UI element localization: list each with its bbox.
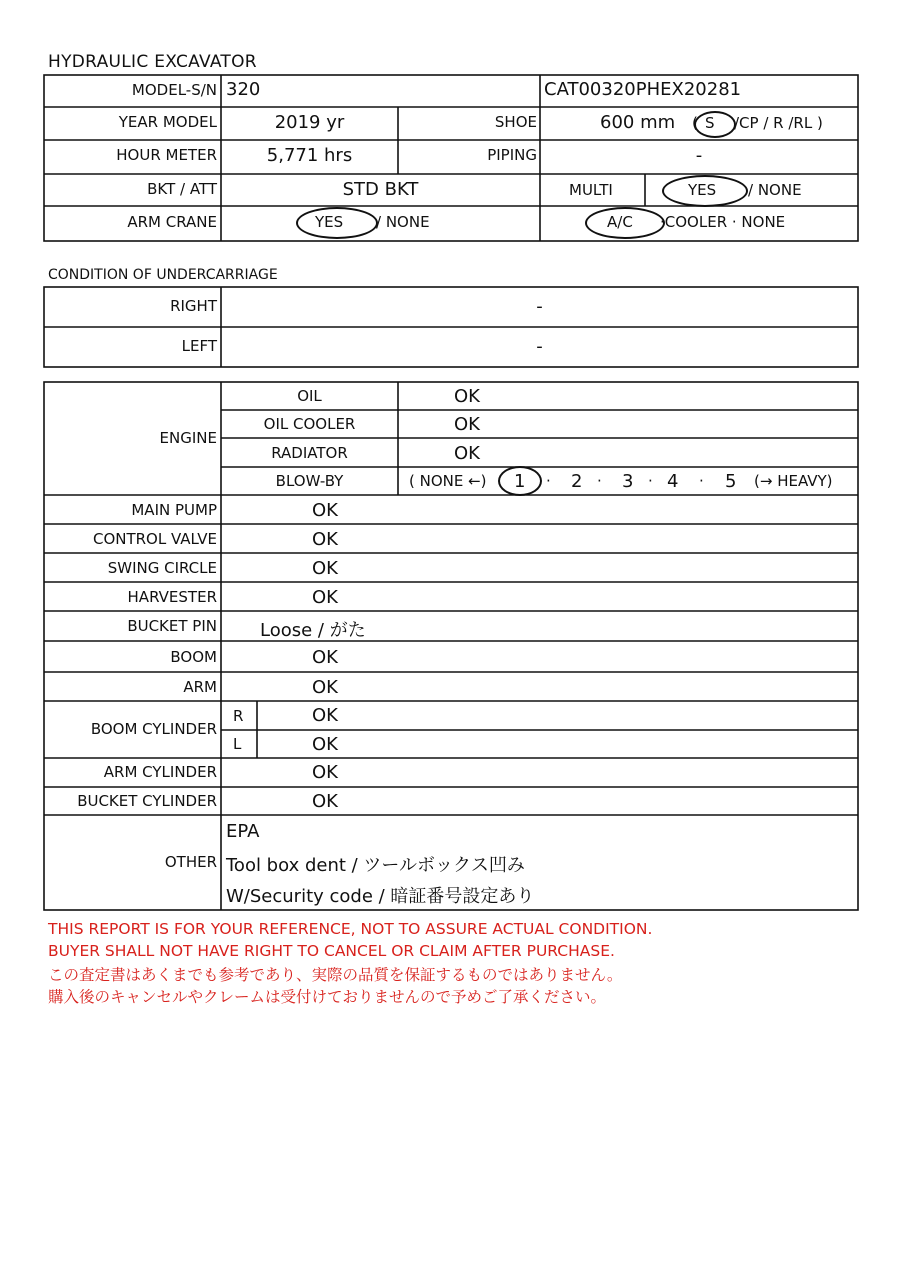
boom-value: OK <box>312 647 338 668</box>
boom-cylinder-l-value: OK <box>312 734 338 755</box>
piping-value: - <box>695 145 703 166</box>
control-valve-label: CONTROL VALVE <box>92 530 217 548</box>
year-value: 2019 yr <box>274 112 345 133</box>
disclaimer-line-1: THIS REPORT IS FOR YOUR REFERENCE, NOT TO ASSURE ACTUAL CONDITION. <box>48 920 653 938</box>
disclaimer-line-4: 購入後のキャンセルやクレームは受付けておりませんので予めご了承ください。 <box>48 988 607 1006</box>
bucket-pin-value: Loose / がた <box>260 620 366 641</box>
year-model-label: YEAR MODEL <box>118 113 217 131</box>
blow-by-label: BLOW-BY <box>275 472 344 490</box>
boom-cylinder-l-label: L <box>233 735 242 753</box>
oil-value: OK <box>454 386 480 407</box>
shoe-selected-circle <box>694 111 736 138</box>
serial-number: CAT00320PHEX20281 <box>544 79 742 100</box>
document-title: HYDRAULIC EXCAVATOR <box>48 52 257 72</box>
multi-yes: YES <box>688 181 717 199</box>
boom-cylinder-label: BOOM CYLINDER <box>90 720 217 738</box>
boom-label: BOOM <box>170 648 217 666</box>
swing-circle-label: SWING CIRCLE <box>107 559 217 577</box>
blow-by-dot-1: · <box>546 472 551 490</box>
blow-by-end: (→ HEAVY) <box>754 472 833 490</box>
blow-by-dot-3: · <box>648 472 653 490</box>
model-value: 320 <box>226 79 261 100</box>
main-pump-label: MAIN PUMP <box>131 501 217 519</box>
undercarriage-right-label: RIGHT <box>170 297 217 315</box>
radiator-label: RADIATOR <box>271 444 348 462</box>
blow-by-selected: 1 <box>514 471 526 492</box>
undercarriage-right-value: - <box>536 296 543 317</box>
shoe-paren: ( <box>692 114 698 132</box>
other-note-3: W/Security code / 暗証番号設定あり <box>226 886 535 907</box>
shoe-option-s: S <box>705 114 715 132</box>
arm-value: OK <box>312 677 338 698</box>
aircon-rest: ·COOLER · NONE <box>660 213 786 231</box>
oil-cooler-label: OIL COOLER <box>263 415 356 433</box>
arm-label: ARM <box>183 678 217 696</box>
harvester-value: OK <box>312 587 338 608</box>
swing-circle-value: OK <box>312 558 338 579</box>
arm-crane-yes: YES <box>315 213 344 231</box>
other-label: OTHER <box>164 853 217 871</box>
blow-by-dot-2: · <box>597 472 602 490</box>
control-valve-value: OK <box>312 529 338 550</box>
blow-by-level-2: 2 <box>571 471 583 492</box>
bkt-att-label: BKT / ATT <box>147 180 217 198</box>
undercarriage-left-value: - <box>536 336 543 357</box>
shoe-label: SHOE <box>494 113 537 131</box>
shoe-options-rest: /CP / R /RL ) <box>734 114 823 132</box>
multi-rest: / NONE <box>748 181 802 199</box>
aircon-ac: A/C <box>607 213 633 231</box>
blow-by-level-3: 3 <box>622 471 634 492</box>
arm-cylinder-value: OK <box>312 762 338 783</box>
oil-label: OIL <box>297 387 322 405</box>
boom-cylinder-r-value: OK <box>312 705 338 726</box>
undercarriage-title: CONDITION OF UNDERCARRIAGE <box>48 267 278 283</box>
blow-by-start: ( NONE ←) <box>409 472 487 490</box>
multi-label: MULTI <box>569 181 613 199</box>
hour-meter-value: 5,771 hrs <box>266 145 353 166</box>
blow-by-level-4: 4 <box>667 471 679 492</box>
blow-by-selected-circle <box>498 466 542 496</box>
disclaimer-line-2: BUYER SHALL NOT HAVE RIGHT TO CANCEL OR CLAIM AFTER PURCHASE. <box>48 942 615 960</box>
arm-crane-label: ARM CRANE <box>127 213 217 231</box>
engine-label: ENGINE <box>159 429 217 447</box>
piping-label: PIPING <box>487 146 537 164</box>
aircon-selected-circle <box>585 207 665 239</box>
shoe-width: 600 mm <box>600 112 676 133</box>
blow-by-level-5: 5 <box>725 471 737 492</box>
arm-crane-selected-circle <box>296 207 378 239</box>
blow-by-dot-4: · <box>699 472 704 490</box>
other-note-2: Tool box dent / ツールボックス凹み <box>226 855 525 876</box>
boom-cylinder-r-label: R <box>233 707 244 725</box>
bkt-att-value: STD BKT <box>342 179 419 200</box>
main-pump-value: OK <box>312 500 338 521</box>
bucket-pin-label: BUCKET PIN <box>127 617 217 635</box>
multi-selected-circle <box>662 175 748 207</box>
hour-meter-label: HOUR METER <box>116 146 217 164</box>
oil-cooler-value: OK <box>454 414 480 435</box>
bucket-cylinder-value: OK <box>312 791 338 812</box>
arm-cylinder-label: ARM CYLINDER <box>103 763 217 781</box>
undercarriage-left-label: LEFT <box>181 337 217 355</box>
radiator-value: OK <box>454 443 480 464</box>
bucket-cylinder-label: BUCKET CYLINDER <box>77 792 217 810</box>
arm-crane-rest: / NONE <box>376 213 430 231</box>
other-note-1: EPA <box>226 821 260 842</box>
model-sn-label: MODEL-S/N <box>131 81 217 99</box>
harvester-label: HARVESTER <box>127 588 217 606</box>
disclaimer-line-3: この査定書はあくまでも参考であり、実際の品質を保証するものではありません。 <box>48 966 623 984</box>
